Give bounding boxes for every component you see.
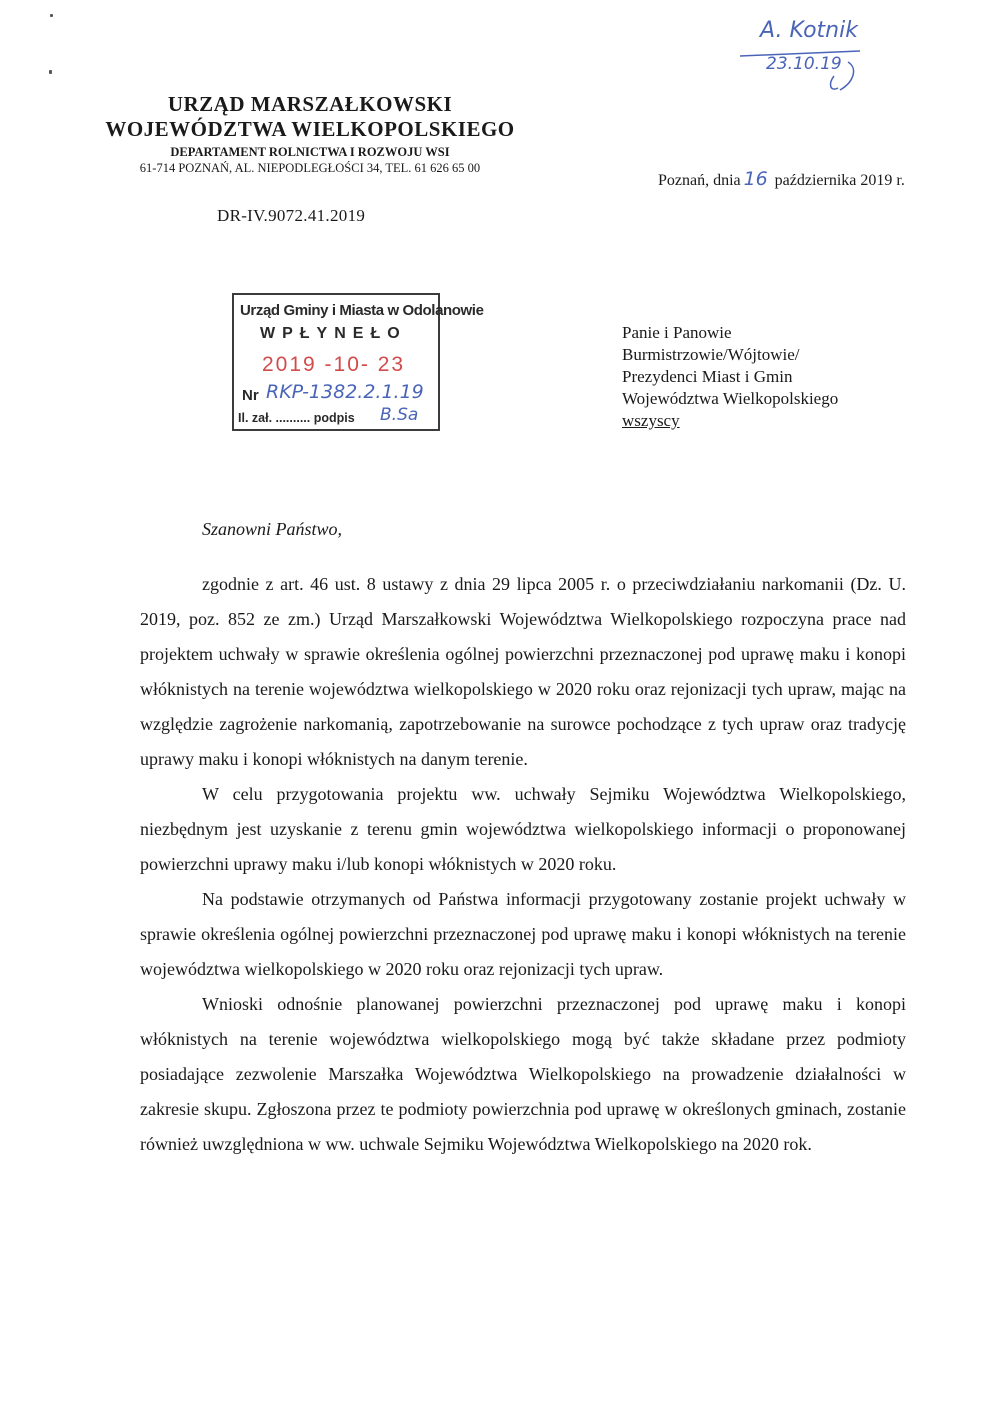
- stamp-signature: B.Sa: [380, 405, 419, 425]
- recipient-line-all: wszyscy: [622, 411, 680, 430]
- handwritten-name: A. Kotnik: [760, 18, 858, 43]
- stamp-nr-value: RKP-1382.2.1.19: [266, 381, 424, 403]
- stamp-attachments-label: Il. zał. .......... podpis: [238, 411, 355, 425]
- stamp-date: 2019 -10- 23: [262, 353, 406, 376]
- handwritten-day: 16: [743, 168, 768, 190]
- place-date-suffix: października 2019 r.: [774, 172, 905, 189]
- office-address: 61-714 POZNAŃ, AL. NIEPODLEGŁOŚCI 34, TEL. 61 626 65 00: [139, 161, 481, 175]
- stamp-nr-label: Nr: [242, 387, 259, 404]
- stamp-received-label: WPŁYNEŁO: [260, 325, 407, 342]
- case-reference: DR-IV.9072.41.2019: [217, 206, 366, 225]
- letter-body: [140, 567, 906, 1162]
- scan-mark: [49, 70, 52, 74]
- recipient-line: Województwa Wielkopolskiego: [622, 389, 839, 408]
- paragraph: zgodnie z art. 46 ust. 8 ustawy z dnia 29 lipca 2005 r. o przeciwdziałaniu narkomanii (Dz. U. 2019, poz. 852 ze zm.) Urząd Marszałkowski Województwa Wielkopolskiego rozpoczyna prace nad projektem uchwały w sprawie określenia ogólnej powierzchni przeznaczonej pod uprawę maku i konopi włóknistych na terenie województwa wielkopolskiego w 2020 roku oraz rejonizacji tych upraw, mając na względzie zagrożenie narkomanią, zapotrzebowanie na surowce pochodzące z tych upraw oraz tradycję uprawy maku i konopi włóknistych na danym terenie.: [140, 574, 906, 769]
- paragraph: Wnioski odnośnie planowanej powierzchni przeznaczonej pod uprawę maku i konopi włóknistych na terenie województwa wielkopolskiego mogą być także składane przez podmioty posiadające zezwolenie Marszałka Województwa Wielkopolskiego na prowadzenie działalności w zakresie skupu. Zgłoszona przez te podmioty powierzchnia pod uprawę w określonych gminach, zostanie również uwzględniona w ww. uchwale Sejmiku Województwa Wielkopolskiego na 2020 rok.: [140, 994, 906, 1154]
- recipient-line: Panie i Panowie: [622, 323, 732, 342]
- place-date-prefix: Poznań, dnia: [658, 172, 741, 189]
- letterhead: [80, 92, 540, 176]
- recipient-line: Prezydenci Miast i Gmin: [622, 367, 793, 386]
- handwritten-date: 23.10.19: [766, 54, 842, 74]
- place-date: [658, 168, 905, 190]
- office-name-line2: WOJEWÓDZTWA WIELKOPOLSKIEGO: [105, 117, 515, 141]
- recipients-block: [622, 322, 838, 432]
- stamp-office: Urząd Gminy i Miasta w Odolanowie: [240, 302, 484, 319]
- salutation: Szanowni Państwo,: [202, 519, 343, 539]
- received-stamp: [232, 293, 484, 431]
- office-name-line1: URZĄD MARSZAŁKOWSKI: [167, 92, 453, 116]
- paragraph: W celu przygotowania projektu ww. uchwały Sejmiku Województwa Wielkopolskiego, niezbędnym jest uzyskanie z terenu gmin województwa wielkopolskiego informacji o proponowanej powierzchni uprawy maku i/lub konopi włóknistych w 2020 roku.: [140, 784, 906, 874]
- paragraph: Na podstawie otrzymanych od Państwa informacji przygotowany zostanie projekt uchwały w sprawie określenia ogólnej powierzchni przeznaczonej pod uprawę maku i konopi włóknistych na terenie województwa wielkopolskiego w 2020 roku oraz rejonizacji tych upraw.: [140, 889, 906, 979]
- department-name: DEPARTAMENT ROLNICTWA I ROZWOJU WSI: [170, 145, 450, 159]
- recipient-line: Burmistrzowie/Wójtowie/: [622, 345, 800, 364]
- scan-mark: [50, 14, 53, 17]
